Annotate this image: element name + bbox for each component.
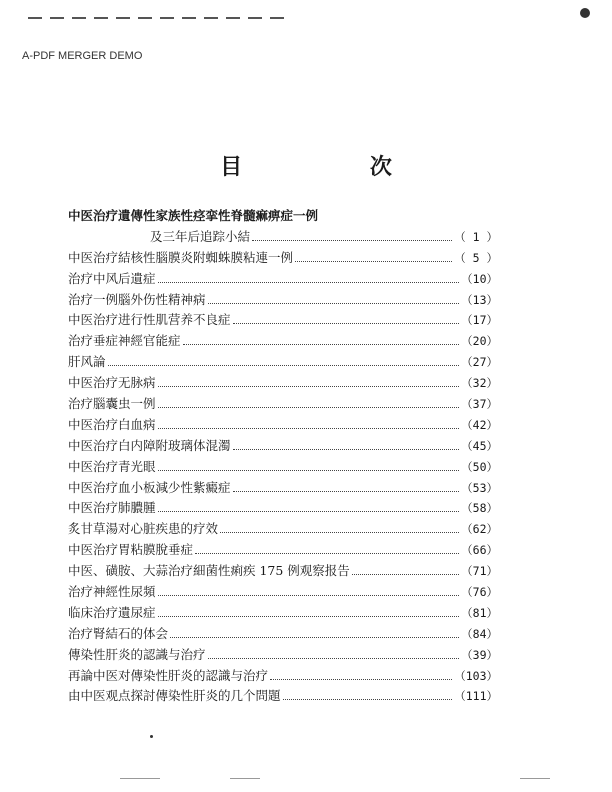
dot-leader: [270, 679, 452, 680]
toc-entry[interactable]: [68, 519, 498, 540]
toc-entry-title: 傳染性肝炎的認識与治疗: [68, 646, 206, 662]
toc-entry[interactable]: [68, 561, 498, 582]
dot-leader: [158, 470, 460, 471]
dot-leader: [195, 553, 459, 554]
toc-entry-title: 中医治疗青光眼: [68, 458, 156, 474]
scan-header-dashes: [28, 12, 328, 24]
toc-page-number: （42）: [461, 417, 498, 432]
toc-page-number: （71）: [461, 564, 498, 579]
dot-leader: [208, 658, 460, 659]
toc-entry[interactable]: [68, 269, 498, 290]
toc-entry[interactable]: [68, 206, 498, 227]
dot-leader: [220, 532, 459, 533]
toc-page-number: （39）: [461, 647, 498, 662]
dot-leader: [183, 344, 460, 345]
toc-entry[interactable]: [68, 478, 498, 499]
toc-entry[interactable]: [68, 290, 498, 311]
scan-mark: [580, 8, 590, 18]
toc-page-number: （ 1 ）: [454, 229, 498, 244]
toc-entry[interactable]: [68, 457, 498, 478]
toc-entry[interactable]: [68, 394, 498, 415]
dot-leader: [352, 574, 459, 575]
toc-entry-title: 炙甘草湯对心脏疾患的疗效: [68, 521, 219, 537]
dot-leader: [158, 511, 460, 512]
toc-entry[interactable]: [68, 498, 498, 519]
toc-entry-title: 临床治疗遺尿症: [68, 604, 156, 620]
toc-page-number: （84）: [461, 626, 498, 641]
toc-page-number: （76）: [461, 585, 498, 600]
dot-leader: [208, 303, 460, 304]
toc-page-number: （45）: [461, 438, 498, 453]
page-title: 目 次: [220, 154, 452, 180]
toc-entry-title: 治疗一例腦外伤性精神病: [68, 291, 206, 307]
dot-leader: [158, 595, 460, 596]
scan-footer-line: [230, 778, 260, 779]
toc-entry[interactable]: [68, 666, 498, 687]
toc-entry-title: 治疗垂症神經官能症: [68, 333, 181, 349]
toc-entry[interactable]: [68, 582, 498, 603]
toc-entry-title: 治疗中风后遺症: [68, 270, 156, 286]
toc-entry-title: 及三年后追踪小結: [150, 228, 251, 244]
dot-leader: [158, 616, 460, 617]
toc-entry-title: 中医治疗結核性腦膜炎附蜘蛛膜粘連一例: [68, 249, 294, 265]
toc-page-number: （10）: [461, 271, 498, 286]
toc-page-number: （50）: [461, 459, 498, 474]
toc-entry-title: 中医、磺胺、大蒜治疗細菌性痢疾 175 例观察报告: [68, 563, 350, 579]
toc-entry[interactable]: [68, 686, 498, 707]
toc-entry-title: 中医治疗进行性肌营养不良症: [68, 312, 231, 328]
toc-page-number: （103）: [454, 668, 498, 683]
toc-page-number: （ 5 ）: [454, 250, 498, 265]
toc-page-number: （111）: [454, 689, 498, 704]
dot-leader: [158, 386, 460, 387]
dot-leader: [233, 323, 460, 324]
toc-entry[interactable]: [68, 227, 498, 248]
toc-entry[interactable]: [68, 352, 498, 373]
toc-page-number: （37）: [461, 397, 498, 412]
toc-page-number: （17）: [461, 313, 498, 328]
toc-entry[interactable]: [68, 373, 498, 394]
toc-entry-title: 中医治疗肺膿腫: [68, 500, 156, 516]
dot-leader: [252, 240, 452, 241]
toc-entry[interactable]: [68, 436, 498, 457]
dot-leader: [158, 407, 460, 408]
toc-entry-title: 治疗神經性尿頻: [68, 584, 156, 600]
toc-entry[interactable]: [68, 645, 498, 666]
toc-entry[interactable]: [68, 624, 498, 645]
toc-entry[interactable]: [68, 331, 498, 352]
toc-entry-title: 治疗腦囊虫一例: [68, 396, 156, 412]
toc-entry-title: 中医治疗白血病: [68, 416, 156, 432]
dot-leader: [233, 491, 460, 492]
toc-page-number: （66）: [461, 543, 498, 558]
toc-entry-title: 由中医观点探討傳染性肝炎的几个問題: [68, 688, 281, 704]
toc-entry-title: 中医治疗白内障附玻璃体混濁: [68, 437, 231, 453]
toc-entry-title: 再論中医对傳染性肝炎的認識与治疗: [68, 667, 269, 683]
scan-footer-line: [520, 778, 550, 779]
toc-page-number: （81）: [461, 605, 498, 620]
toc-entry-title: 中医治疗胃粘膜脫垂症: [68, 542, 194, 558]
toc-entry-title: 肝风論: [68, 354, 106, 370]
toc-entry-title: 中医治疗血小板減少性紫癜症: [68, 479, 231, 495]
toc-page-number: （32）: [461, 376, 498, 391]
dot-leader: [158, 428, 460, 429]
toc-page-number: （53）: [461, 480, 498, 495]
toc-page-number: （27）: [461, 355, 498, 370]
toc-entry-title: 治疗腎結石的体会: [68, 625, 169, 641]
toc-entry[interactable]: [68, 415, 498, 436]
table-of-contents: [68, 206, 498, 707]
toc-entry-title: 中医治疗无脉病: [68, 375, 156, 391]
scan-speck: [150, 735, 153, 738]
toc-page-number: （58）: [461, 501, 498, 516]
dot-leader: [170, 637, 459, 638]
toc-entry[interactable]: [68, 540, 498, 561]
toc-page-number: （13）: [461, 292, 498, 307]
toc-entry-title: 中医治疗遺傳性家族性痉挛性脊髓痲痹症一例: [68, 208, 319, 223]
watermark: A-PDF MERGER DEMO: [22, 50, 143, 62]
dot-leader: [108, 365, 460, 366]
toc-page-number: （20）: [461, 334, 498, 349]
toc-page-number: （62）: [461, 522, 498, 537]
toc-entry[interactable]: [68, 310, 498, 331]
dot-leader: [158, 282, 460, 283]
dot-leader: [283, 699, 453, 700]
dot-leader: [233, 449, 460, 450]
toc-entry[interactable]: [68, 603, 498, 624]
dot-leader: [295, 261, 452, 262]
scan-footer-line: [120, 778, 160, 779]
toc-entry[interactable]: [68, 248, 498, 269]
